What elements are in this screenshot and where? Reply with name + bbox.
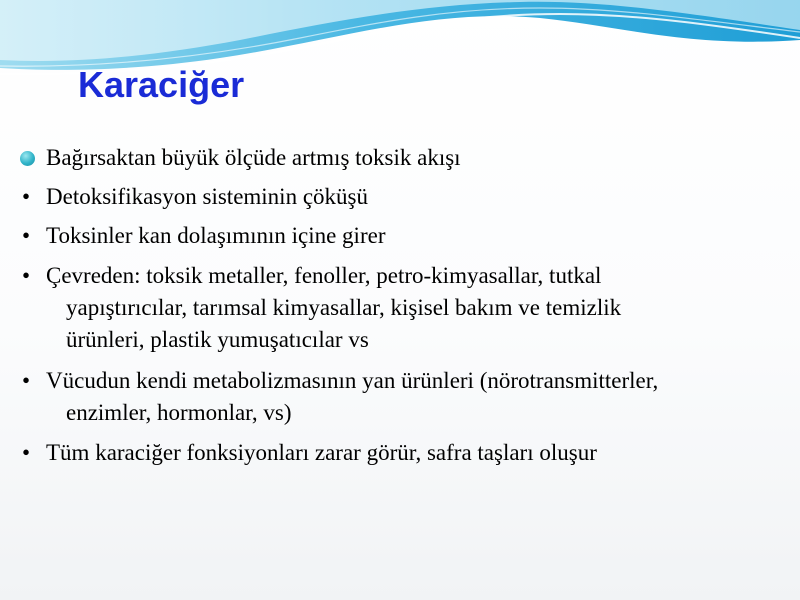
bullet-dot: •	[22, 184, 31, 209]
bullet-item	[20, 260, 790, 356]
bullet-text: Tüm karaciğer fonksiyonları zarar görür, safra taşları oluşur	[46, 440, 597, 465]
bullet-continuation: enzimler, hormonlar, vs)	[66, 400, 292, 425]
bullet-list	[20, 142, 790, 469]
bullet-item	[20, 220, 790, 252]
bullet-item	[20, 181, 790, 213]
bullet-item	[20, 142, 790, 174]
bullet-text: Çevreden: toksik metaller, fenoller, petro-kimyasallar, tutkal	[46, 263, 602, 288]
bullet-item	[20, 437, 790, 469]
slide-title: Karaciğer	[78, 64, 245, 105]
bullet-dot: •	[22, 440, 31, 465]
bullet-dot: •	[22, 368, 31, 393]
bullet-dot: •	[22, 223, 31, 248]
bullet-continuation: yapıştırıcılar, tarımsal kimyasallar, kişisel bakım ve temizlik	[66, 295, 622, 320]
bullet-text: Bağırsaktan büyük ölçüde artmış toksik akışı	[46, 145, 461, 170]
bullet-disc-icon	[20, 151, 35, 166]
bullet-text: Detoksifikasyon sisteminin çöküşü	[46, 184, 368, 209]
bullet-text: Toksinler kan dolaşımının içine girer	[46, 223, 386, 248]
bullet-dot: •	[22, 263, 31, 288]
bullet-continuation: ürünleri, plastik yumuşatıcılar vs	[66, 327, 369, 352]
bullet-item	[20, 365, 790, 429]
bullet-text: Vücudun kendi metabolizmasının yan ürünleri (nörotransmitterler,	[46, 368, 659, 393]
